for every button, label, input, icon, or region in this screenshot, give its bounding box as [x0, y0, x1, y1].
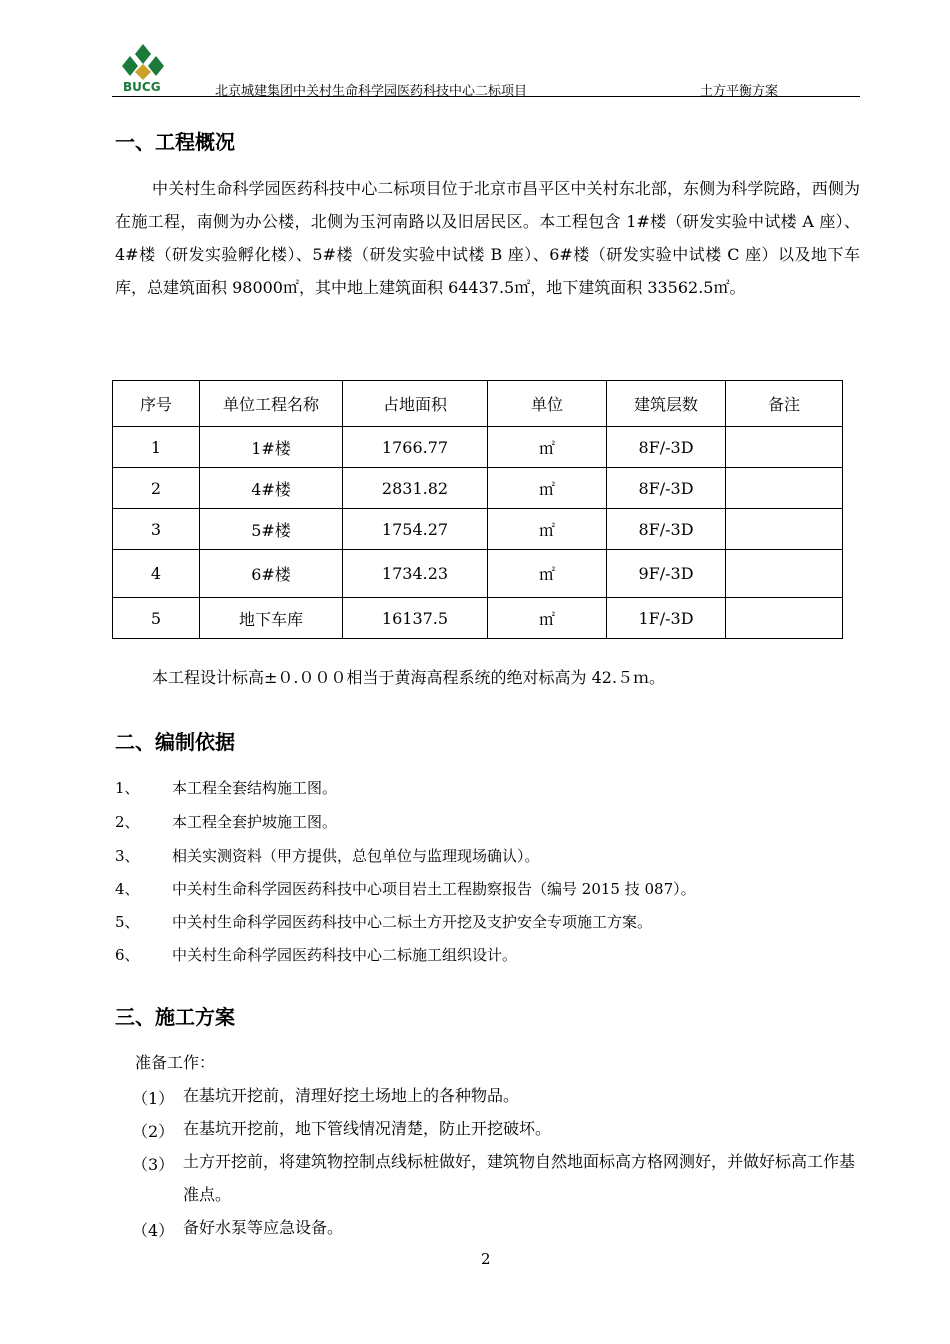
elevation-note: 本工程设计标高±０.０００相当于黄海高程系统的绝对标高为 42.５ｍ。: [152, 668, 666, 687]
list-item-text: 本工程全套护坡施工图。: [172, 813, 338, 831]
prep-item-number: （1）: [132, 1089, 175, 1108]
table-cell: 4#楼: [200, 468, 343, 509]
table-cell: 1734.23: [343, 550, 488, 598]
table-cell: 8F/-3D: [607, 427, 726, 468]
list-item-number: 4、: [115, 880, 140, 898]
table-header-cell: 序号: [113, 381, 200, 427]
table-cell: 3: [113, 509, 200, 550]
section-2-heading: 二、编制依据: [115, 730, 235, 754]
list-item-number: 3、: [115, 847, 140, 865]
prep-item-number: （3）: [132, 1155, 175, 1174]
prep-item-text: 在基坑开挖前，地下管线情况清楚，防止开挖破坏。: [183, 1119, 552, 1138]
table-cell: ㎡: [488, 468, 607, 509]
table-cell: 1766.77: [343, 427, 488, 468]
table-row: [113, 509, 843, 550]
prep-item-number: （2）: [132, 1122, 175, 1141]
prep-item-text: 土方开挖前，将建筑物控制点线标桩做好，建筑物自然地面标高方格网测好，并做好标高工作基准点。: [183, 1152, 856, 1204]
table-cell: 1754.27: [343, 509, 488, 550]
list-item-text: 中关村生命科学园医药科技中心二标施工组织设计。: [172, 946, 518, 964]
table-cell: 6#楼: [200, 550, 343, 598]
preparation-title: 准备工作：: [135, 1053, 216, 1072]
table-header-cell: 占地面积: [343, 381, 488, 427]
table-cell: 4: [113, 550, 200, 598]
list-item-number: 1、: [115, 779, 140, 797]
header-document-title: 土方平衡方案: [700, 84, 779, 99]
table-cell: [726, 427, 843, 468]
list-item-number: 5、: [115, 913, 140, 931]
header-project-title: 北京城建集团中关村生命科学园医药科技中心二标项目: [215, 84, 528, 99]
table-cell: 5#楼: [200, 509, 343, 550]
table-row: [113, 598, 843, 639]
table-cell: 地下车库: [200, 598, 343, 639]
table-header-cell: 备注: [726, 381, 843, 427]
table-cell: [726, 509, 843, 550]
list-item-text: 本工程全套结构施工图。: [172, 779, 338, 797]
page-number: 2: [481, 1250, 491, 1268]
table-cell: ㎡: [488, 509, 607, 550]
table-row: [113, 468, 843, 509]
table-cell: 5: [113, 598, 200, 639]
list-item-text: 中关村生命科学园医药科技中心二标土方开挖及支护安全专项施工方案。: [172, 913, 653, 931]
table-cell: 2: [113, 468, 200, 509]
table-cell: [726, 598, 843, 639]
table-cell: 16137.5: [343, 598, 488, 639]
prep-item-number: （4）: [132, 1221, 175, 1240]
table-header-row: [113, 381, 843, 427]
table-cell: ㎡: [488, 427, 607, 468]
section-1-heading: 一、工程概况: [115, 130, 235, 154]
list-item-text: 中关村生命科学园医药科技中心项目岩土工程勘察报告（编号 2015 技 087）。: [172, 880, 696, 898]
table-row: [113, 550, 843, 598]
table-cell: 1F/-3D: [607, 598, 726, 639]
table-cell: ㎡: [488, 550, 607, 598]
table-cell: 9F/-3D: [607, 550, 726, 598]
table-header-cell: 单位: [488, 381, 607, 427]
table-cell: 8F/-3D: [607, 468, 726, 509]
table-cell: ㎡: [488, 598, 607, 639]
list-item-number: 6、: [115, 946, 140, 964]
table-cell: [726, 550, 843, 598]
prep-item-text: 备好水泵等应急设备。: [183, 1218, 344, 1237]
list-item-number: 2、: [115, 813, 140, 831]
table-header-cell: 建筑层数: [607, 381, 726, 427]
header-divider: [112, 96, 860, 97]
table-cell: 2831.82: [343, 468, 488, 509]
table-row: [113, 427, 843, 468]
section-1-paragraph: 中关村生命科学园医药科技中心二标项目位于北京市昌平区中关村东北部，东侧为科学院路，西侧为在施工程，南侧为办公楼，北侧为玉河南路以及旧居民区。本工程包含 1#楼（研发实验中试楼 A 座）、4#楼（研发实验孵化楼）、5#楼（研发实验中试楼 B 座）、6#楼（研发实验中试楼 C 座）以及地下车库，总建筑面积 98000㎡，其中地上建筑面积 64437.5㎡，地下建筑面积 33562.5㎡。: [115, 179, 860, 297]
logo-text: BUCG: [123, 80, 161, 94]
table-cell: 1: [113, 427, 200, 468]
table-cell: 1#楼: [200, 427, 343, 468]
table-header-cell: 单位工程名称: [200, 381, 343, 427]
unit-table: [112, 380, 843, 639]
list-item-text: 相关实测资料（甲方提供，总包单位与监理现场确认）。: [172, 847, 540, 865]
table-cell: 8F/-3D: [607, 509, 726, 550]
section-3-heading: 三、施工方案: [115, 1005, 235, 1029]
table-cell: [726, 468, 843, 509]
prep-item-text: 在基坑开挖前，清理好挖土场地上的各种物品。: [183, 1086, 520, 1105]
